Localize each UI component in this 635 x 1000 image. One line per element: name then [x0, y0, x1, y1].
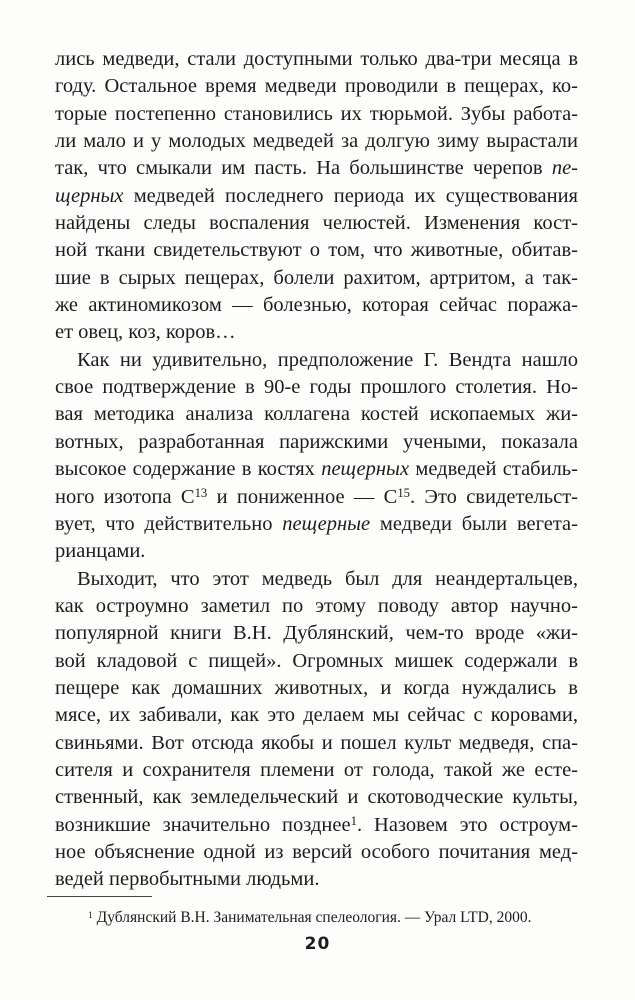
paragraph: [55, 347, 578, 566]
text-segment: сителя и сохранителя племени от голода, такой же есте-: [55, 758, 578, 781]
text-segment: лись медведи, стали доступными только два-три месяца в: [55, 48, 578, 70]
text-segment: вотных, разработанная парижскими учеными, показала: [55, 430, 578, 453]
text-segment: ной ткани свидетельствуют о том, что животные, обитав-: [55, 239, 578, 262]
text-segment: Дублянский В.Н. Занимательная спелеология. — Урал LTD, 2000.: [92, 909, 532, 926]
text-segment: медведи были вегета-: [370, 512, 578, 535]
text-segment: рианцами.: [55, 540, 146, 563]
page-number: 20: [304, 934, 331, 954]
text-segment: свое подтверждение в 90-е годы прошлого столетия. Но-: [55, 376, 578, 399]
text-line: [55, 183, 578, 210]
text-line: [55, 702, 578, 729]
italic-text: пещерных: [321, 458, 410, 481]
text-segment: ного изотопа С: [55, 485, 195, 508]
text-segment: ведей первобытными людьми.: [55, 868, 320, 891]
text-segment: шие в сырых пещерах, болели рахитом, артритом, а так-: [55, 266, 578, 289]
italic-text: щерных: [55, 184, 124, 207]
text-line: [55, 401, 578, 428]
superscript-marker: 15: [397, 485, 411, 500]
superscript-marker: 13: [194, 485, 208, 500]
text-segment: популярной книги В.Н. Дублянский, чем-то вроде «жи-: [55, 622, 578, 645]
text-segment: и пониженное — С: [207, 485, 398, 508]
text-segment: Как ни удивительно, предположение Г. Вендта нашло: [77, 348, 578, 371]
text-segment: ли мало и у молодых медведей за долгую зиму вырастали: [55, 130, 578, 153]
text-segment: свиньями. Вот отсюда якобы и пошел культ медведя, спа-: [55, 731, 578, 754]
text-line: [55, 812, 578, 839]
text-line: [55, 675, 578, 702]
text-segment: ет овец, коз, коров…: [55, 321, 236, 344]
text-segment: медведей последнего периода их существования: [123, 184, 578, 207]
text-line: [55, 237, 578, 264]
text-line: [55, 757, 578, 784]
page-body-text: [55, 46, 578, 894]
text-line: [55, 374, 578, 401]
text-segment: же актиномикозом — болезнью, которая сейчас поража-: [55, 294, 578, 317]
text-line: [55, 265, 578, 292]
text-segment: торые постепенно становились их тюрьмой. Зубы работа-: [55, 102, 578, 125]
text-line: [55, 620, 578, 647]
text-line: [55, 566, 578, 593]
text-line: [55, 456, 578, 483]
text-line: [55, 155, 578, 182]
text-segment: ное объяснение одной из версий особого почитания мед-: [55, 840, 578, 863]
text-line: [55, 429, 578, 456]
italic-text: пе-: [551, 157, 578, 180]
text-line: [55, 866, 578, 893]
superscript-marker: 1: [88, 909, 93, 921]
superscript-marker: 1: [350, 813, 357, 828]
text-line: [55, 730, 578, 757]
text-segment: как остроумно заметил по этому поводу автор научно-: [55, 594, 578, 617]
text-line: [55, 292, 578, 319]
paragraph: [55, 46, 578, 347]
text-segment: году. Остальное время медведи проводили в пещерах, ко-: [55, 75, 578, 98]
text-segment: медведей стабиль-: [409, 458, 578, 481]
text-segment: вует, что действительно: [55, 512, 283, 535]
text-line: [55, 210, 578, 237]
text-line: [55, 538, 578, 565]
text-line: [55, 593, 578, 620]
text-segment: пещере как домашних животных, и когда нуждались в: [55, 676, 578, 699]
text-line: [55, 101, 578, 128]
text-segment: Выходит, что этот медведь был для неандертальцев,: [77, 567, 578, 590]
text-segment: высокое содержание в костях: [55, 458, 322, 481]
text-line: [55, 839, 578, 866]
text-line: [55, 484, 578, 511]
text-segment: мясе, их забивали, как это делаем мы сейчас с коровами,: [55, 704, 578, 727]
text-line: [55, 46, 578, 73]
text-segment: так, что смыкали им пасть. На большинстве черепов: [55, 157, 552, 180]
text-line: [55, 784, 578, 811]
text-line: [55, 128, 578, 155]
text-segment: вая методика анализа коллагена костей ископаемых жи-: [55, 403, 578, 426]
text-segment: . Назовем это остроум-: [356, 813, 578, 836]
footnote-separator: [47, 896, 152, 897]
text-line: [55, 347, 578, 374]
text-segment: вой кладовой с пищей». Огромных мишек содержали в: [55, 649, 578, 672]
text-line: [55, 511, 578, 538]
text-line: [55, 648, 578, 675]
text-segment: . Это свидетельст-: [410, 485, 578, 508]
text-line: [55, 319, 578, 346]
italic-text: пещерные: [282, 512, 371, 535]
paragraph: [55, 566, 578, 894]
text-line: [55, 73, 578, 100]
footnote: [55, 908, 578, 927]
text-segment: ственный, как земледельческий и скотоводческие культы,: [55, 786, 578, 809]
text-segment: возникшие значительно позднее: [55, 813, 351, 836]
text-segment: найдены следы воспаления челюстей. Изменения кост-: [55, 212, 578, 235]
